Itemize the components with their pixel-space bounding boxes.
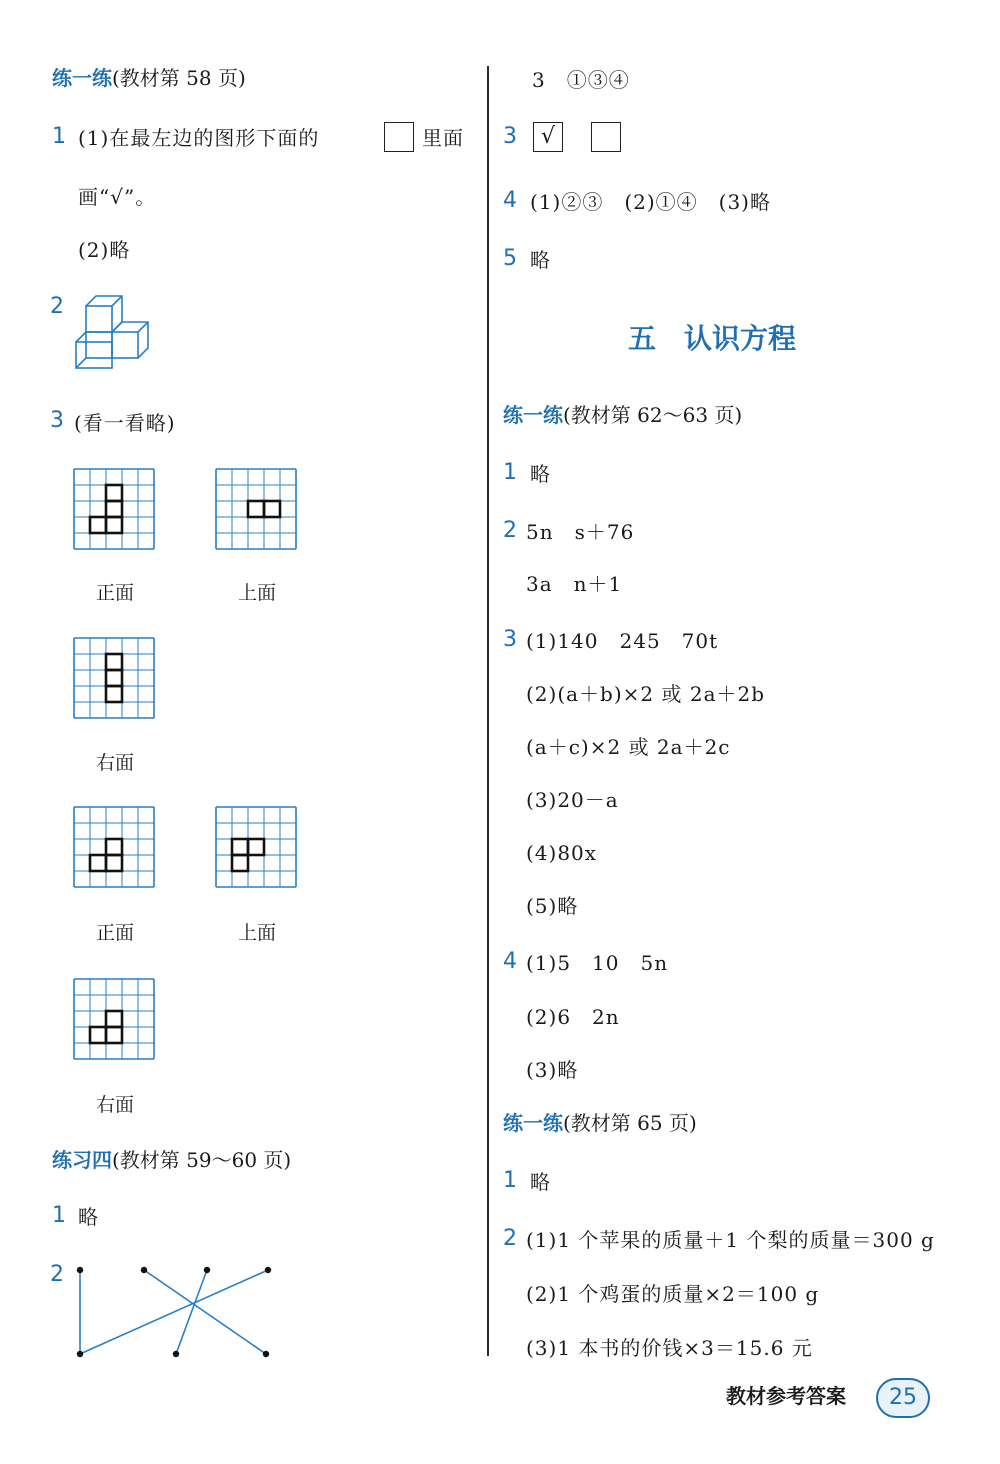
answer-text: 5n s＋76 [526,520,635,544]
footer-label: 教材参考答案 [726,1384,846,1408]
highlighted-square [90,517,106,533]
section-title-exercise-4: 练习四(教材第 59～60 页) [52,1148,292,1172]
grid-view-front-1 [72,467,156,551]
highlighted-square [106,1027,122,1043]
highlighted-square [106,670,122,686]
section-title-practice-58: 练一练(教材第 58 页) [52,66,246,90]
highlighted-square [106,1011,122,1027]
view-caption-top: 上面 [238,582,277,604]
answer-line: 3 ①③④ [532,68,630,92]
highlighted-square [248,501,264,517]
highlighted-square [232,839,248,855]
grid-view-top-1 [214,467,298,551]
answer-text: (1)1 个苹果的质量＋1 个梨的质量＝300 g [526,1228,935,1252]
matching-lines-figure [70,1262,280,1362]
answer-text: 略 [530,1170,551,1194]
highlighted-square [90,855,106,871]
q3-text: (看一看略) [74,411,176,435]
checked-box: √ [533,122,563,152]
answer-text: (2)6 2n [526,1005,620,1029]
question-number: 2 [50,1262,64,1287]
answer-text: (3)1 本书的价钱×3＝15.6 元 [526,1336,813,1360]
answer-text: (2)1 个鸡蛋的质量×2＝100 g [526,1282,820,1306]
view-caption-top: 上面 [238,922,277,944]
answer-text: (a＋c)×2 或 2a＋2c [526,735,731,759]
highlighted-square [106,654,122,670]
question-number: 3 [503,124,517,149]
section-title-practice-65: 练一练(教材第 65 页) [503,1111,697,1135]
answer-text: 略 [530,462,551,486]
question-number: 3 [503,627,517,652]
q1-part2: (2)略 [78,238,131,262]
answer-text: (2)(a＋b)×2 或 2a＋2b [526,682,766,706]
section-title-practice-62: 练一练(教材第 62～63 页) [503,403,743,427]
highlighted-square [90,1027,106,1043]
q1-text-line2: 画“√”。 [78,185,157,209]
highlighted-square [264,501,280,517]
question-number: 5 [503,246,517,271]
question-number: 2 [503,518,517,543]
question-number: 2 [50,294,64,319]
grid-view-front-2 [72,805,156,889]
grid-view-right-2 [72,977,156,1061]
question-number: 2 [503,1226,517,1251]
answer-text: (5)略 [526,894,579,918]
answer-text: (3)略 [526,1058,579,1082]
highlighted-square [106,485,122,501]
answer-text: (3)20－a [526,788,619,812]
page-number-badge: 25 [876,1378,930,1418]
answer-text: 略 [530,248,551,272]
view-caption-front: 正面 [96,582,135,604]
answer-text: (4)80x [526,841,598,865]
answer-text: (1)5 10 5n [526,951,669,975]
question-number: 3 [50,408,64,433]
highlighted-square [106,686,122,702]
view-caption-right: 右面 [96,752,135,774]
highlighted-square [106,517,122,533]
highlighted-square [248,839,264,855]
grid-view-right-1 [72,636,156,720]
answer-text: 略 [78,1205,99,1229]
q1-text-b: 里面 [422,126,464,150]
question-number: 1 [503,460,517,485]
view-caption-right: 右面 [96,1094,135,1116]
highlighted-square [106,839,122,855]
question-number: 1 [52,124,66,149]
answer-text: (1)②③ (2)①④ (3)略 [530,190,771,214]
answer-text: (1)140 245 70t [526,629,719,653]
question-number: 4 [503,949,517,974]
cube-stack-figure [74,294,156,374]
question-number: 1 [503,1168,517,1193]
grid-view-top-2 [214,805,298,889]
answer-text: 3a n＋1 [526,572,623,596]
answer-box [384,122,414,152]
chapter-title: 五 认识方程 [628,322,797,355]
question-number: 4 [503,188,517,213]
highlighted-square [106,501,122,517]
column-divider [487,66,489,1356]
question-number: 1 [52,1203,66,1228]
highlighted-square [106,855,122,871]
empty-box [591,122,621,152]
q1-text-a: (1)在最左边的图形下面的 [78,126,320,150]
view-caption-front: 正面 [96,922,135,944]
highlighted-square [232,855,248,871]
